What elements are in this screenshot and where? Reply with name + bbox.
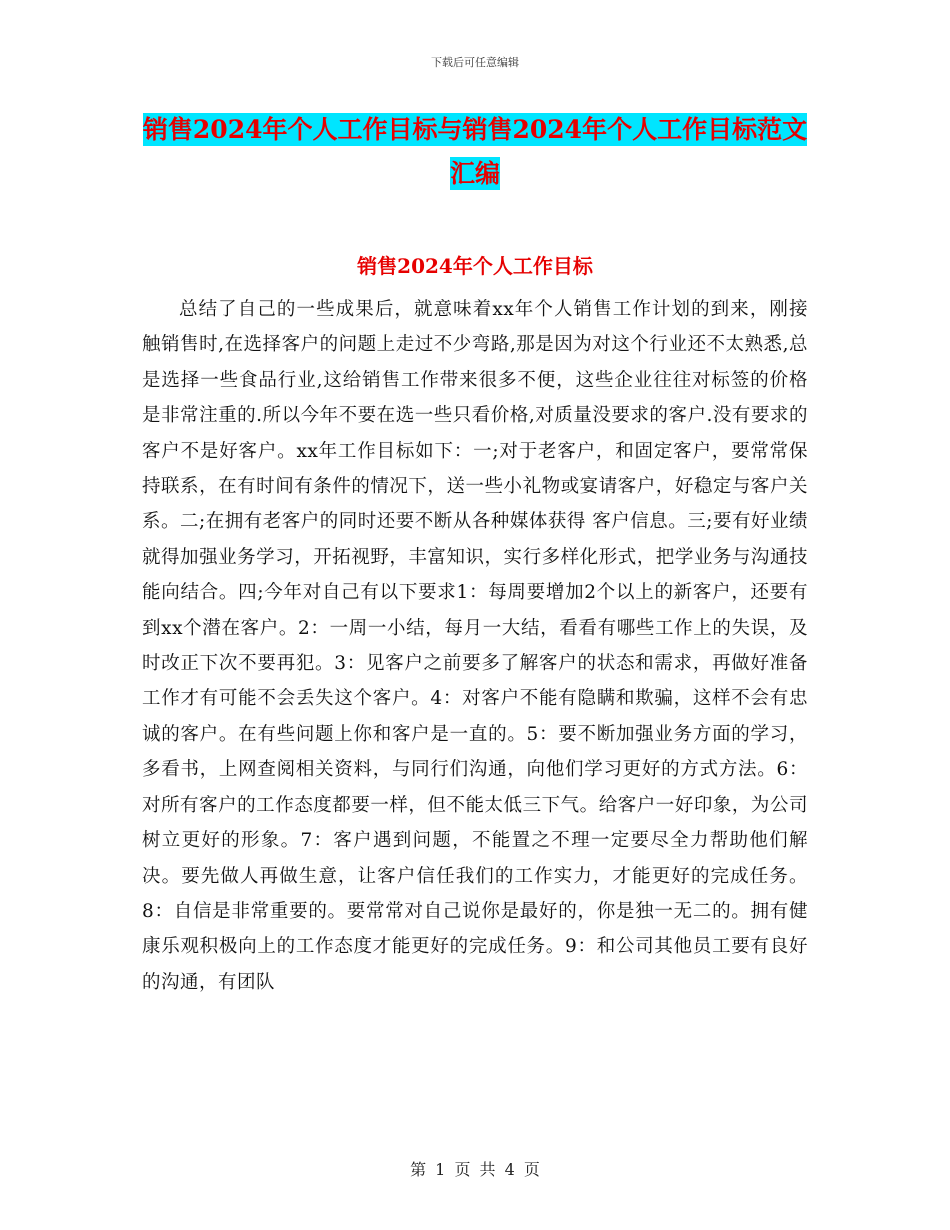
document-title <box>140 108 810 196</box>
section-title: 销售2024年个人工作目标 <box>357 254 593 278</box>
document-title-text: 销售2024年个人工作目标与销售2024年个人工作目标范文汇编 <box>142 115 808 188</box>
header-note: 下载后可任意编辑 <box>431 56 519 69</box>
body-paragraph: 总结了自己的一些成果后，就意味着xx年个人销售工作计划的到来，刚接触销售时,在选择客户的问题上走过不少弯路,那是因为对这个行业还不太熟悉,总是选择一些食品行业,这给销售工作带来很多不便，这些企业往往对标签的价格是非常注重的.所以今年不要在选一些只看价格,对质量没要求的客户.没有要求的客户不是好客户。xx年工作目标如下：一;对于老客户，和固定客户，要常常保持联系，在有时间有条件的情况下，送一些小礼物或宴请客户，好稳定与客户关系。二;在拥有老客户的同时还要不断从各种媒体获得 客户信息。三;要有好业绩就得加强业务学习，开拓视野，丰富知识，实行多样化形式，把学业务与沟通技能向结合。四;今年对自己有以下要求1：每周要增加2个以上的新客户，还要有到xx个潜在客户。2：一周一小结，每月一大结，看看有哪些工作上的失误，及时改正下次不要再犯。3：见客户之前要多了解客户的状态和需求，再做好准备工作才有可能不会丢失这个客户。4：对客户不能有隐瞒和欺骗，这样不会有忠诚的客户。在有些问题上你和客户是一直的。5：要不断加强业务方面的学习，多看书，上网查阅相关资料，与同行们沟通，向他们学习更好的方式方法。6：对所有客户的工作态度都要一样，但不能太低三下气。给客户一好印象，为公司树立更好的形象。7：客户遇到问题，不能置之不理一定要尽全力帮助他们解决。要先做人再做生意，让客户信任我们的工作实力，才能更好的完成任务。8：自信是非常重要的。要常常对自己说你是最好的，你是独一无二的。拥有健康乐观积极向上的工作态度才能更好的完成任务。9：和公司其他员工要有良好的沟通，有团队 <box>142 299 808 993</box>
page-footer: 第 1 页 共 4 页 <box>410 1160 540 1179</box>
